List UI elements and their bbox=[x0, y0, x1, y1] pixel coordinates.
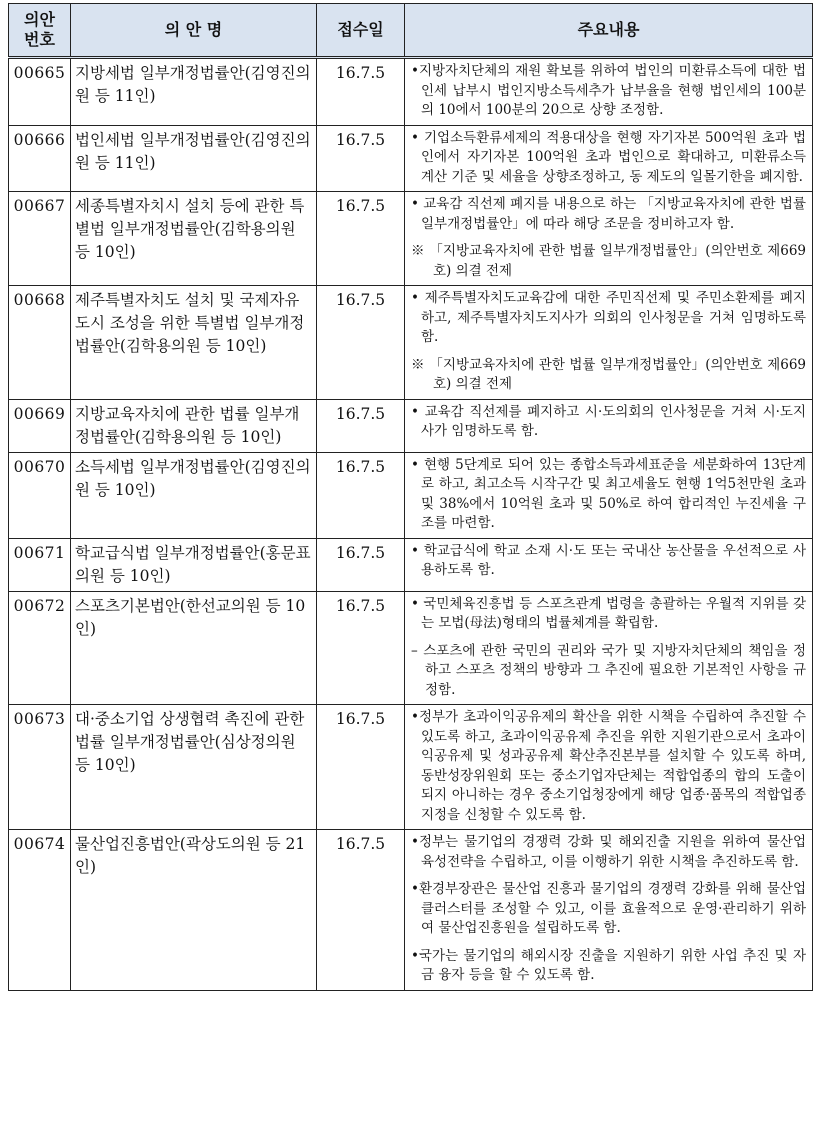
bill-number: 00672 bbox=[9, 591, 71, 705]
header-received-date: 접수일 bbox=[317, 4, 405, 58]
bill-number: 00670 bbox=[9, 452, 71, 538]
page bbox=[8, 3, 813, 991]
content-item: ※ 「지방교육자치에 관한 법률 일부개정법률안」(의안번호 제669호) 의결 전제 bbox=[411, 356, 806, 392]
main-content bbox=[405, 58, 813, 126]
table-row bbox=[9, 705, 813, 830]
received-date: 16.7.5 bbox=[317, 830, 405, 991]
received-date: 16.7.5 bbox=[317, 192, 405, 286]
main-content bbox=[405, 538, 813, 591]
received-date: 16.7.5 bbox=[317, 125, 405, 192]
bill-name: 물산업진흥법안(곽상도의원 등 21인) bbox=[71, 830, 317, 991]
bill-name: 학교급식법 일부개정법률안(홍문표의원 등 10인) bbox=[71, 538, 317, 591]
content-item: •지방자치단체의 재원 확보를 위하여 법인의 미환류소득에 대한 법인세 납부시 법인지방소득세추가 납부율을 현행 법인세의 100분의 10에서 100분의 20으로 상향 조정함. bbox=[411, 63, 806, 118]
content-item: • 현행 5단계로 되어 있는 종합소득과세표준을 세분화하여 13단계로 하고, 최고소득 시작구간 및 최고세율도 현행 1억5천만원 초과 및 38%에서 10억원 초과 및 50%로 하여 합리적인 누진세율 구조를 마련함. bbox=[411, 456, 806, 531]
received-date: 16.7.5 bbox=[317, 452, 405, 538]
bill-name: 제주특별자치도 설치 및 국제자유도시 조성을 위한 특별법 일부개정법률안(김학용의원 등 10인) bbox=[71, 286, 317, 400]
bill-number: 00674 bbox=[9, 830, 71, 991]
bill-name: 대·중소기업 상생협력 촉진에 관한 법률 일부개정법률안(심상정의원 등 10인) bbox=[71, 705, 317, 830]
content-item: • 학교급식에 학교 소재 시·도 또는 국내산 농산물을 우선적으로 사용하도록 함. bbox=[411, 542, 806, 578]
bill-name: 지방교육자치에 관한 법률 일부개정법률안(김학용의원 등 10인) bbox=[71, 399, 317, 452]
content-item: •정부가 초과이익공유제의 확산을 위한 시책을 수립하여 추진할 수 있도록 하고, 초과이익공유제 추진을 위한 지원기관으로서 초과이익공유제 및 성과공유제 확산추진본부를 설치할 수 있도록 하며, 동반성장위원회 또는 중소기업자단체는 적합업종의 합의 도출이 되지 아니하는 경우 중소기업청장에게 해당 업종·품목의 적합업종 지정을 신청할 수 있도록 함. bbox=[411, 709, 806, 823]
table-body bbox=[9, 58, 813, 991]
bill-number: 00668 bbox=[9, 286, 71, 400]
received-date: 16.7.5 bbox=[317, 591, 405, 705]
content-item: • 교육감 직선제 폐지를 내용으로 하는 「지방교육자치에 관한 법률 일부개정법률안」에 따라 해당 조문을 정비하고자 함. bbox=[411, 196, 806, 232]
content-item: • 기업소득환류세제의 적용대상을 현행 자기자본 500억원 초과 법인에서 자기자본 100억원 초과 법인으로 확대하고, 미환류소득 계산 기준 및 세율을 상향조정하고, 동 제도의 일몰기한을 폐지함. bbox=[411, 129, 806, 185]
bill-number: 00666 bbox=[9, 125, 71, 192]
bill-name: 지방세법 일부개정법률안(김영진의원 등 11인) bbox=[71, 58, 317, 126]
table-header-row bbox=[9, 4, 813, 58]
bill-name: 소득세법 일부개정법률안(김영진의원 등 10인) bbox=[71, 452, 317, 538]
table-row bbox=[9, 58, 813, 126]
content-item: •국가는 물기업의 해외시장 진출을 지원하기 위한 사업 추진 및 자금 융자 등을 할 수 있도록 함. bbox=[411, 947, 806, 983]
received-date: 16.7.5 bbox=[317, 399, 405, 452]
bill-number: 00667 bbox=[9, 192, 71, 286]
table-row bbox=[9, 399, 813, 452]
bill-table bbox=[8, 3, 813, 991]
main-content bbox=[405, 830, 813, 991]
received-date: 16.7.5 bbox=[317, 58, 405, 126]
table-row bbox=[9, 538, 813, 591]
main-content bbox=[405, 591, 813, 705]
bill-number: 00671 bbox=[9, 538, 71, 591]
main-content bbox=[405, 192, 813, 286]
bill-number: 00665 bbox=[9, 58, 71, 126]
main-content bbox=[405, 399, 813, 452]
received-date: 16.7.5 bbox=[317, 538, 405, 591]
bill-name: 법인세법 일부개정법률안(김영진의원 등 11인) bbox=[71, 125, 317, 192]
content-item: • 국민체육진흥법 등 스포츠관계 법령을 총괄하는 우월적 지위를 갖는 모법(母法)형태의 법률체계를 확립함. bbox=[411, 595, 806, 631]
bill-number: 00673 bbox=[9, 705, 71, 830]
main-content bbox=[405, 705, 813, 830]
bill-name: 스포츠기본법안(한선교의원 등 10인) bbox=[71, 591, 317, 705]
content-item: •정부는 물기업의 경쟁력 강화 및 해외진출 지원을 위하여 물산업 육성전략을 수립하고, 이를 이행하기 위한 시책을 추진하도록 함. bbox=[411, 834, 806, 870]
bill-name: 세종특별자치시 설치 등에 관한 특별법 일부개정법률안(김학용의원 등 10인) bbox=[71, 192, 317, 286]
content-item: • 교육감 직선제를 폐지하고 시·도의회의 인사청문을 거쳐 시·도지사가 임명하도록 함. bbox=[411, 403, 806, 439]
content-item: – 스포츠에 관한 국민의 권리와 국가 및 지방자치단체의 책임을 정하고 스포츠 정책의 방향과 그 추진에 필요한 기본적인 사항을 규정함. bbox=[411, 642, 806, 698]
main-content bbox=[405, 125, 813, 192]
received-date: 16.7.5 bbox=[317, 286, 405, 400]
received-date: 16.7.5 bbox=[317, 705, 405, 830]
table-row bbox=[9, 286, 813, 400]
table-row bbox=[9, 830, 813, 991]
header-main-content: 주요내용 bbox=[405, 4, 813, 58]
main-content bbox=[405, 452, 813, 538]
table-row bbox=[9, 192, 813, 286]
header-bill-name: 의 안 명 bbox=[71, 4, 317, 58]
content-item: •환경부장관은 물산업 진흥과 물기업의 경쟁력 강화를 위해 물산업 클러스터를 조성할 수 있고, 이를 효율적으로 운영·관리하기 위하여 물산업진흥원을 설립하도록 함. bbox=[411, 881, 806, 936]
bill-number: 00669 bbox=[9, 399, 71, 452]
table-row bbox=[9, 125, 813, 192]
main-content bbox=[405, 286, 813, 400]
table-row bbox=[9, 452, 813, 538]
header-bill-number: 의안 번호 bbox=[9, 4, 71, 58]
content-item: • 제주특별자치도교육감에 대한 주민직선제 및 주민소환제를 폐지하고, 제주특별자치도지사가 의회의 인사청문을 거쳐 임명하도록 함. bbox=[411, 290, 806, 345]
table-row bbox=[9, 591, 813, 705]
content-item: ※ 「지방교육자치에 관한 법률 일부개정법률안」(의안번호 제669호) 의결 전제 bbox=[411, 243, 806, 279]
